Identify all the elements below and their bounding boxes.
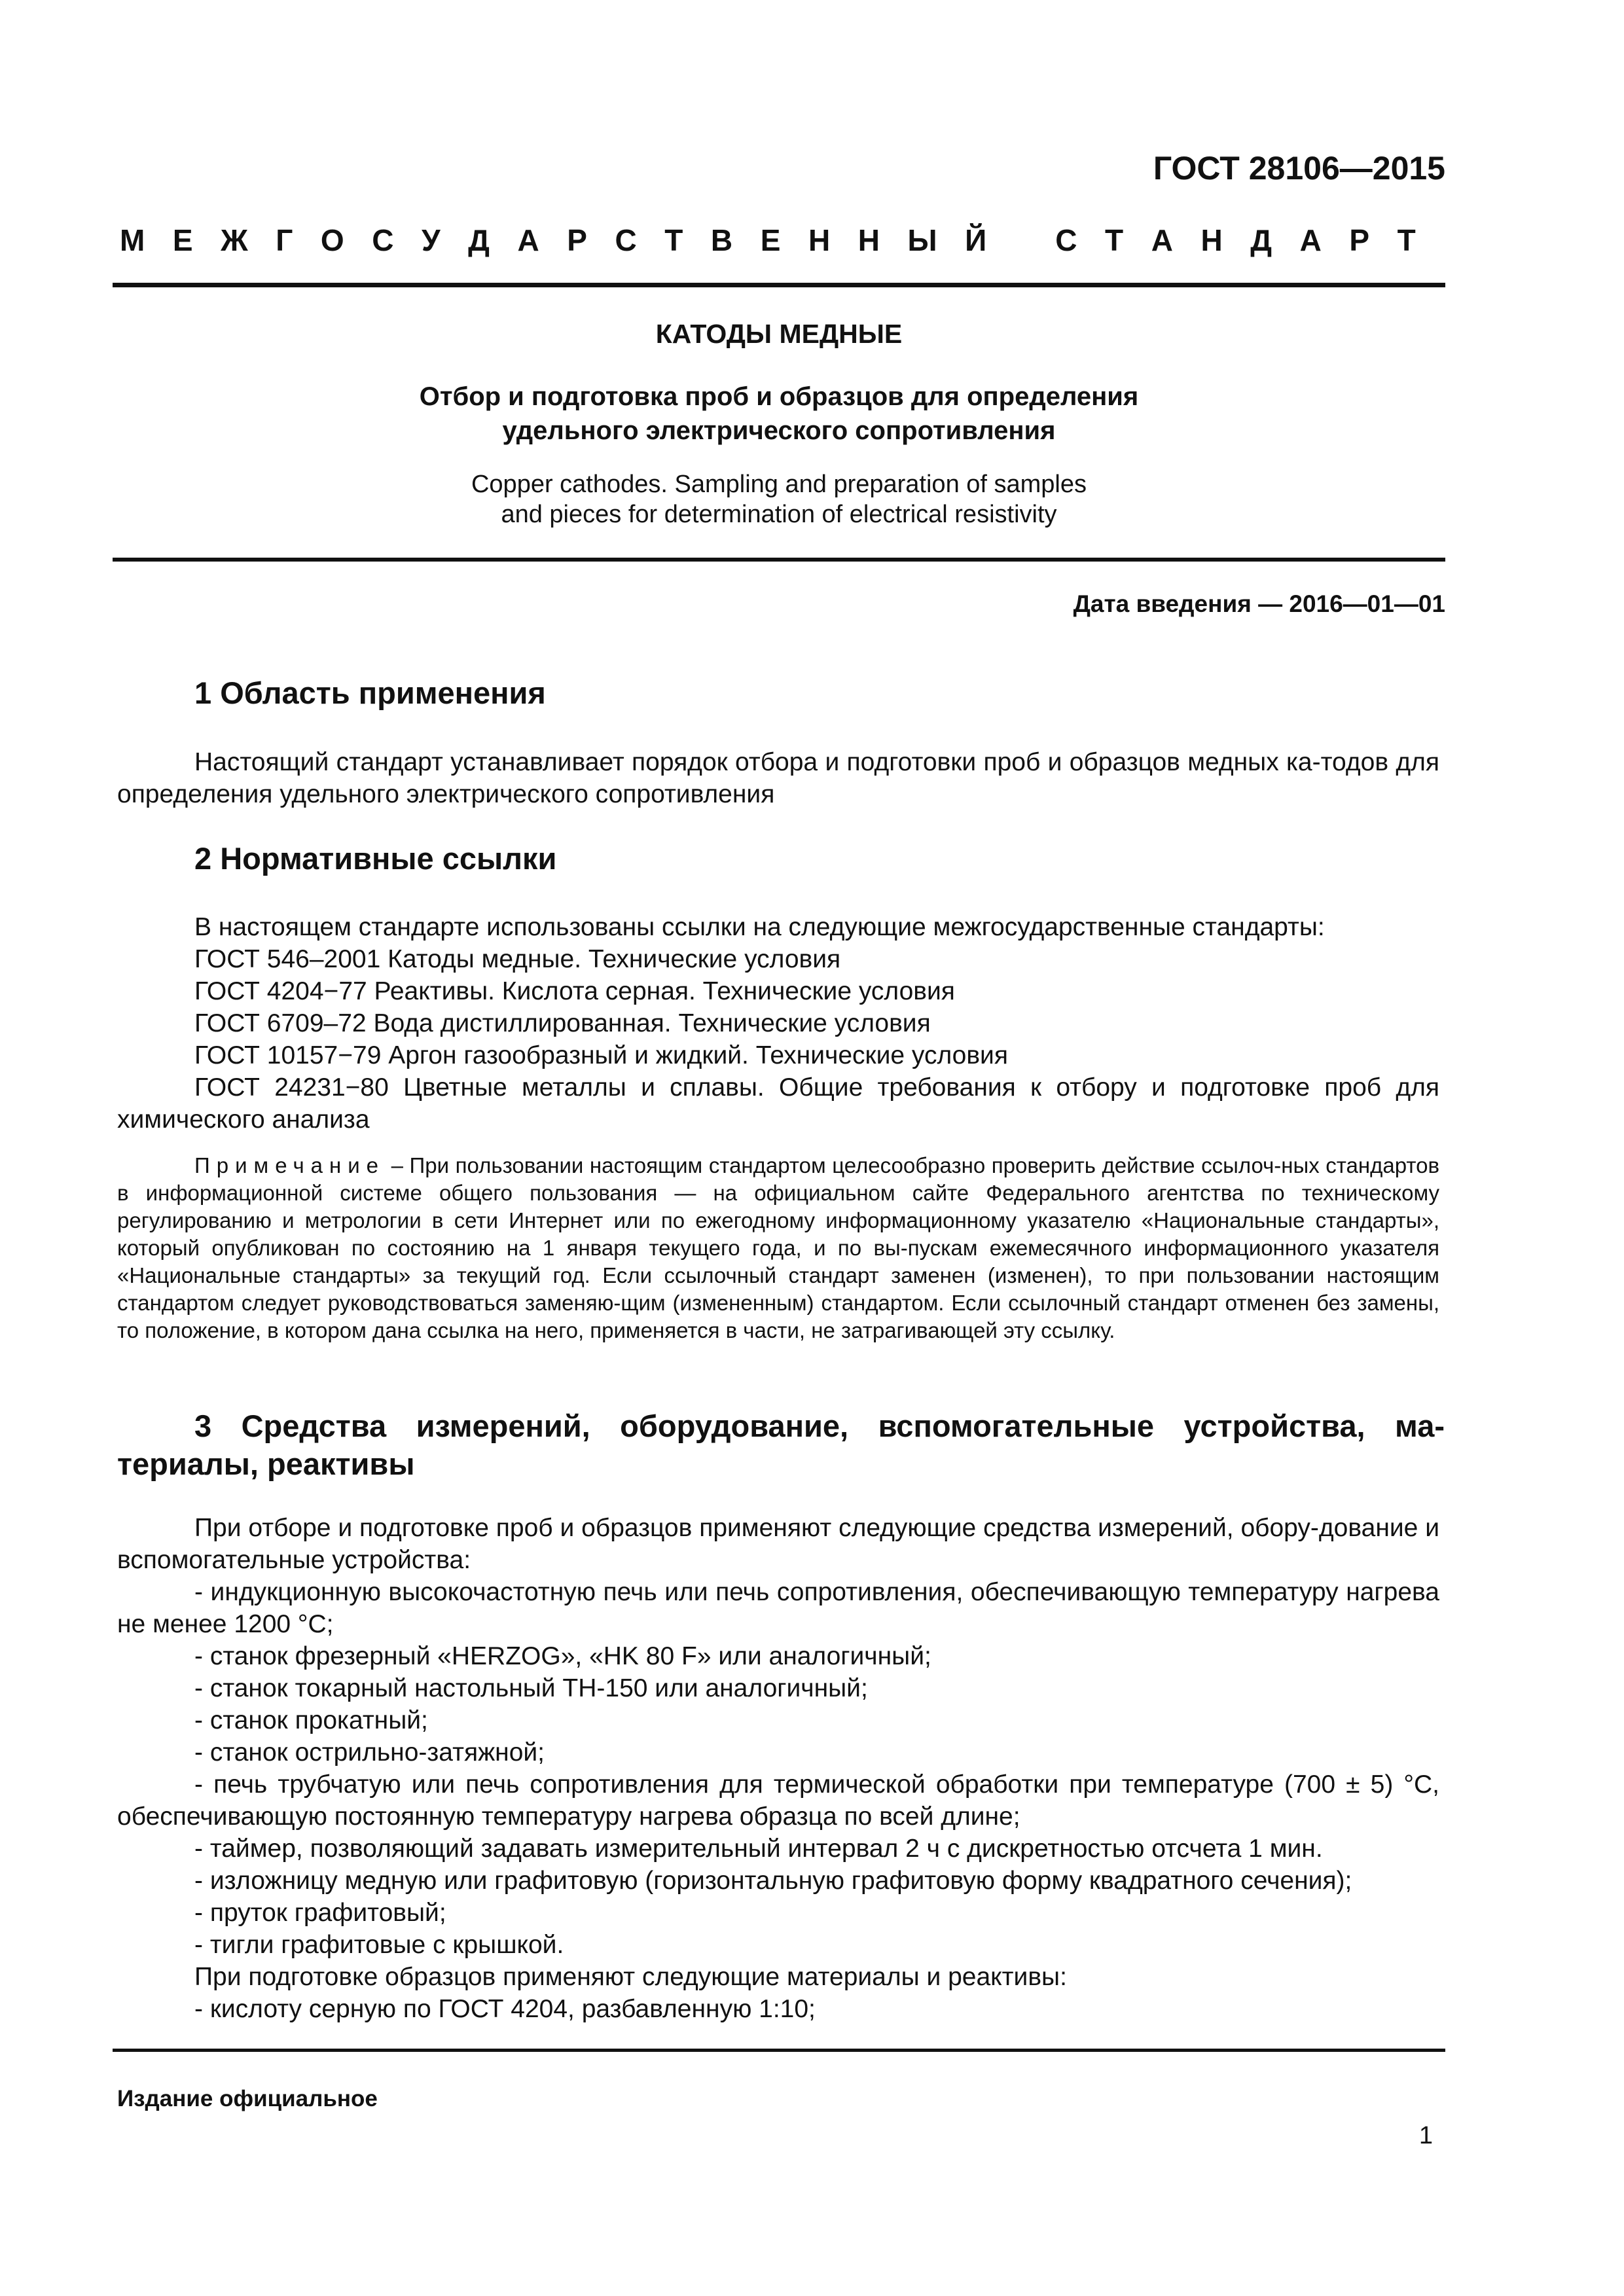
banner-letter: Т — [664, 223, 683, 257]
subtitle-ru-line-2: удельного электрического сопротивления — [502, 416, 1056, 445]
equipment-item-furnace: - индукционную высокочастотную печь или печь сопротивления, обеспечивающую температуру нагрева не менее 1200 °С; — [117, 1578, 1439, 1638]
materials-intro: При подготовке образцов применяют следующие материалы и реактивы: — [194, 1963, 1067, 1991]
banner-letter: Е — [760, 223, 781, 257]
banner-letter: Е — [172, 223, 193, 257]
banner-letter: Ы — [907, 223, 937, 257]
equipment-item: - пруток графитовый; — [194, 1899, 446, 1927]
banner-letter: Д — [468, 223, 490, 257]
section-3-intro: При отборе и подготовке проб и образцов применяют следующие средства измерений, обору-дование и вспомогательные устройства: — [117, 1514, 1439, 1574]
note-text: – При пользовании настоящим стандартом целесообразно проверить действие ссылоч-ных стандартов в информационной системе общего пользования — на официальном сайте Федерального агентства по техническому регулированию и метрологии в сети Интернет или по ежегодному информационному указателю «Национальные стандарты», который опубликован по состоянию на 1 января текущего года, и по вы-пускам ежемесячного информационного указателя «Национальные стандарты» за текущий год. Если ссылочный стандарт заменен (изменен), то при пользовании настоящим стандартом следует руководствоваться заменяю-щим (измененным) стандартом. Если ссылочный стандарт отменен без замены, то положение, в котором дана ссылка на него, применяется в части, не затрагивающей эту ссылку. — [117, 1153, 1439, 1342]
banner-letter: М — [120, 223, 145, 257]
equipment-item: - станок прокатный; — [194, 1706, 428, 1734]
banner-letter: О — [320, 223, 344, 257]
banner-letter: С — [1055, 223, 1077, 257]
banner-letter: А — [1151, 223, 1173, 257]
reference-item: ГОСТ 6709–72 Вода дистиллированная. Технические условия — [194, 1009, 931, 1037]
official-edition-label: Издание официальное — [117, 2086, 378, 2111]
reference-item: ГОСТ 4204−77 Реактивы. Кислота серная. Технические условия — [194, 977, 955, 1005]
banner-letter: У — [421, 223, 441, 257]
section-3-heading — [117, 1407, 1445, 1483]
banner-letter: А — [517, 223, 539, 257]
banner-letter: Н — [808, 223, 831, 257]
banner-letter: Й — [965, 223, 987, 257]
banner-letter: Ж — [221, 223, 248, 257]
banner-letter: С — [372, 223, 394, 257]
banner-letter: Г — [276, 223, 293, 257]
document-title: КАТОДЫ МЕДНЫЕ — [655, 319, 903, 349]
banner-letter: Р — [1349, 223, 1370, 257]
document-subtitle-en — [113, 469, 1445, 529]
banner-letter: Т — [1397, 223, 1416, 257]
page-number: 1 — [1418, 2122, 1433, 2149]
subtitle-en-line-1: Copper cathodes. Sampling and preparation of samples — [471, 471, 1087, 498]
reference-item-last: ГОСТ 24231−80 Цветные металлы и сплавы. Общие требования к отбору и подготовке проб для химического анализа — [117, 1073, 1439, 1134]
banner-word-gap — [1015, 223, 1028, 258]
note-label: Примечание — [194, 1153, 386, 1177]
section-2-note — [117, 1152, 1439, 1344]
banner-letter: Н — [857, 223, 880, 257]
title-rule — [113, 558, 1445, 562]
interstate-standard-banner — [120, 223, 1416, 258]
section-1-heading: 1 Область применения — [194, 675, 546, 710]
equipment-item: - изложницу медную или графитовую (горизонтальную графитовую форму квадратного сечения); — [194, 1867, 1352, 1895]
section-3-heading-line-1: 3 Средства измерений, оборудование, вспомогательные устройства, ма- — [194, 1408, 1445, 1443]
equipment-item-tube-furnace: - печь трубчатую или печь сопротивления для термической обработки при температуре (700 ± 5) °С, обеспечивающую постоянную температуру нагрева образца по всей длине; — [117, 1770, 1439, 1831]
subtitle-ru-line-1: Отбор и подготовка проб и образцов для определения — [419, 382, 1139, 411]
material-item: - кислоту серную по ГОСТ 4204, разбавленную 1:10; — [194, 1995, 816, 2023]
banner-letter: А — [1299, 223, 1322, 257]
equipment-item: - станок токарный настольный ТН-150 или аналогичный; — [194, 1674, 868, 1702]
section-3-heading-line-2: териалы, реактивы — [117, 1446, 415, 1481]
banner-letter: С — [615, 223, 637, 257]
header-rule — [113, 283, 1445, 287]
reference-item: ГОСТ 546–2001 Катоды медные. Технические условия — [194, 945, 841, 973]
section-2-intro: В настоящем стандарте использованы ссылки на следующие межгосударственные стандарты: — [194, 913, 1325, 941]
section-2-heading: 2 Нормативные ссылки — [194, 841, 557, 876]
reference-item: ГОСТ 10157−79 Аргон газообразный и жидкий. Технические условия — [194, 1041, 1008, 1069]
equipment-item: - тигли графитовые с крышкой. — [194, 1931, 564, 1959]
equipment-item: - станок фрезерный «HERZOG», «HK 80 F» или аналогичный; — [194, 1642, 931, 1670]
document-subtitle-ru — [113, 380, 1445, 448]
equipment-item: - таймер, позволяющий задавать измерительный интервал 2 ч с дискретностью отсчета 1 мин. — [194, 1835, 1323, 1863]
equipment-item: - станок острильно-затяжной; — [194, 1738, 545, 1767]
subtitle-en-line-2: and pieces for determination of electrical resistivity — [501, 501, 1057, 528]
banner-letter: Т — [1105, 223, 1124, 257]
banner-letter: В — [710, 223, 733, 257]
banner-letter: Р — [567, 223, 587, 257]
document-designation: ГОСТ 28106—2015 — [1153, 150, 1445, 187]
banner-letter: Н — [1200, 223, 1223, 257]
date-of-introduction: Дата введения — 2016—01—01 — [1073, 590, 1445, 617]
banner-letter: Д — [1250, 223, 1272, 257]
footer-rule — [113, 2049, 1445, 2052]
section-1-text: Настоящий стандарт устанавливает порядок отбора и подготовки проб и образцов медных ка-тодов для определения удельного электрического сопротивления — [117, 748, 1439, 808]
